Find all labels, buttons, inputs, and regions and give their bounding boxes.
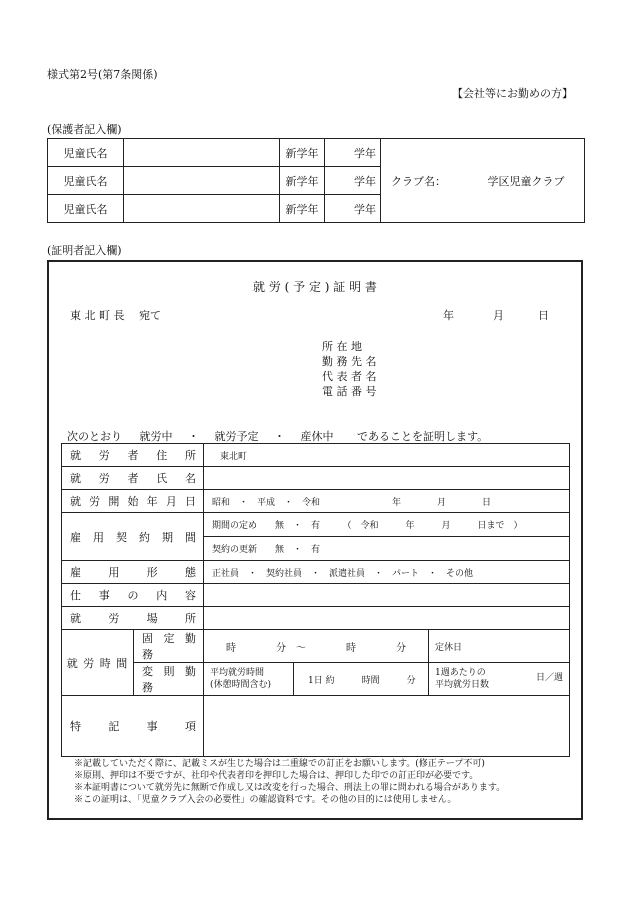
club-name: 学区児童クラブ — [487, 174, 565, 188]
statement-suffix: であることを証明します。 — [357, 430, 489, 443]
audience-label: 【会社等にお勤めの方】 — [452, 87, 573, 100]
avg-hours-field[interactable]: 1日 約 時間 分 — [294, 663, 429, 696]
date-month[interactable]: 月 — [493, 309, 504, 322]
worker-name-field[interactable] — [204, 467, 570, 490]
fixed-shift-label: 固 定 勤 務 — [134, 630, 204, 663]
variable-shift-label: 変 則 勤 務 — [134, 663, 204, 696]
weekly-days-field[interactable] — [429, 663, 570, 696]
grade-input[interactable]: 学年 — [325, 167, 381, 195]
worker-address-label: 就 労 者 住 所 — [62, 444, 204, 467]
option-maternity[interactable]: 産休中 — [300, 430, 334, 443]
child-name-label: 児童氏名 — [48, 195, 124, 223]
certifier-section-title: (証明者記入欄) — [47, 244, 122, 257]
note-item: ※原則、押印は不要ですが、社印や代表者印を押印した場合は、押印した印での訂正印が必要です。 — [74, 771, 479, 781]
table-row — [62, 663, 570, 696]
employment-type-label: 雇 用 形 態 — [62, 561, 204, 584]
child-name-label: 児童氏名 — [48, 139, 124, 167]
child-name-input[interactable] — [124, 139, 280, 167]
child-name-input[interactable] — [124, 195, 280, 223]
table-row — [62, 444, 570, 467]
avg-hours-label — [204, 663, 294, 696]
start-date-label: 就 労 開 始 年 月 日 — [62, 490, 204, 513]
addressee: 東 北 町 長 宛て — [70, 309, 161, 322]
avg-hours-line1: 平均就労時間 — [210, 668, 265, 678]
date-year[interactable]: 年 — [443, 309, 454, 322]
club-label: クラブ名： — [391, 174, 446, 188]
new-year-label: 新学年 — [280, 195, 325, 223]
guardian-row — [48, 139, 585, 167]
option-planned[interactable]: 就労予定 — [214, 430, 259, 443]
statement-line — [67, 428, 488, 444]
avg-hours-line2: (休憩時間含む) — [210, 680, 272, 690]
child-name-input[interactable] — [124, 167, 280, 195]
fixed-shift-field[interactable]: 時 分 〜 時 分 — [204, 630, 429, 663]
notes-block — [74, 758, 505, 806]
statement-prefix: 次のとおり — [67, 430, 122, 443]
form-code: 様式第2号(第7条関係) — [47, 68, 158, 81]
statement-dot: ・ — [188, 430, 199, 443]
table-row — [62, 630, 570, 663]
job-content-field[interactable] — [204, 584, 570, 607]
weekly-unit: 日／週 — [535, 673, 563, 683]
grade-input[interactable]: 学年 — [325, 195, 381, 223]
work-table — [61, 443, 570, 757]
employment-type-field[interactable]: 正社員 ・ 契約社員 ・ 派遣社員 ・ パート ・ その他 — [204, 561, 570, 584]
table-row — [62, 467, 570, 490]
statement-dot: ・ — [274, 430, 285, 443]
guardian-section-title: (保護者記入欄) — [47, 123, 122, 136]
phone-label: 電 話 番 号 — [322, 385, 377, 398]
table-row — [62, 607, 570, 630]
new-year-label: 新学年 — [280, 167, 325, 195]
weekly-line2: 平均就労日数 — [435, 680, 490, 690]
note-item: ※本証明書について就労先に無断で作成し又は改変を行った場合、刑法上の罪に問われる場合があります。 — [74, 783, 506, 793]
contract-term-field[interactable]: 期間の定め 無 ・ 有 （ 令和 年 月 日まで ） — [204, 513, 570, 537]
table-row — [62, 696, 570, 757]
date-day[interactable]: 日 — [538, 309, 549, 322]
table-row — [62, 561, 570, 584]
table-row — [62, 490, 570, 513]
note-item: ※この証明は、「児童クラブ入会の必要性」の確認資料です。その他の目的には使用しません。 — [74, 795, 457, 805]
representative-label: 代 表 者 名 — [322, 370, 377, 383]
option-employed[interactable]: 就労中 — [139, 430, 173, 443]
table-row — [62, 513, 570, 537]
work-place-field[interactable] — [204, 607, 570, 630]
contract-renewal-field[interactable]: 契約の更新 無 ・ 有 — [204, 537, 570, 561]
employer-address-label: 所 在 地 — [322, 340, 362, 353]
holiday-field[interactable]: 定休日 — [429, 630, 570, 663]
child-name-label: 児童氏名 — [48, 167, 124, 195]
guardian-table — [47, 138, 585, 223]
new-year-label: 新学年 — [280, 139, 325, 167]
table-row — [62, 584, 570, 607]
weekly-line1: 1週あたりの — [435, 668, 486, 678]
worker-name-label: 就 労 者 氏 名 — [62, 467, 204, 490]
club-cell[interactable] — [381, 139, 585, 223]
remarks-label: 特 記 事 項 — [62, 696, 204, 757]
contract-period-label: 雇 用 契 約 期 間 — [62, 513, 204, 561]
remarks-field[interactable] — [204, 696, 570, 757]
grade-input[interactable]: 学年 — [325, 139, 381, 167]
note-item: ※記載していただく際に、記載ミスが生じた場合は二重線での訂正をお願いします。(修正テープ不可) — [74, 759, 485, 769]
work-hours-label: 就 労 時 間 — [62, 630, 134, 696]
certificate-title: 就 労 ( 予 定 ) 証 明 書 — [253, 280, 377, 294]
job-content-label: 仕 事 の 内 容 — [62, 584, 204, 607]
work-place-label: 就 労 場 所 — [62, 607, 204, 630]
employer-name-label: 勤 務 先 名 — [322, 355, 377, 368]
start-date-field[interactable]: 昭和 ・ 平成 ・ 令和 年 月 日 — [204, 490, 570, 513]
worker-address-field[interactable]: 東北町 — [204, 444, 570, 467]
